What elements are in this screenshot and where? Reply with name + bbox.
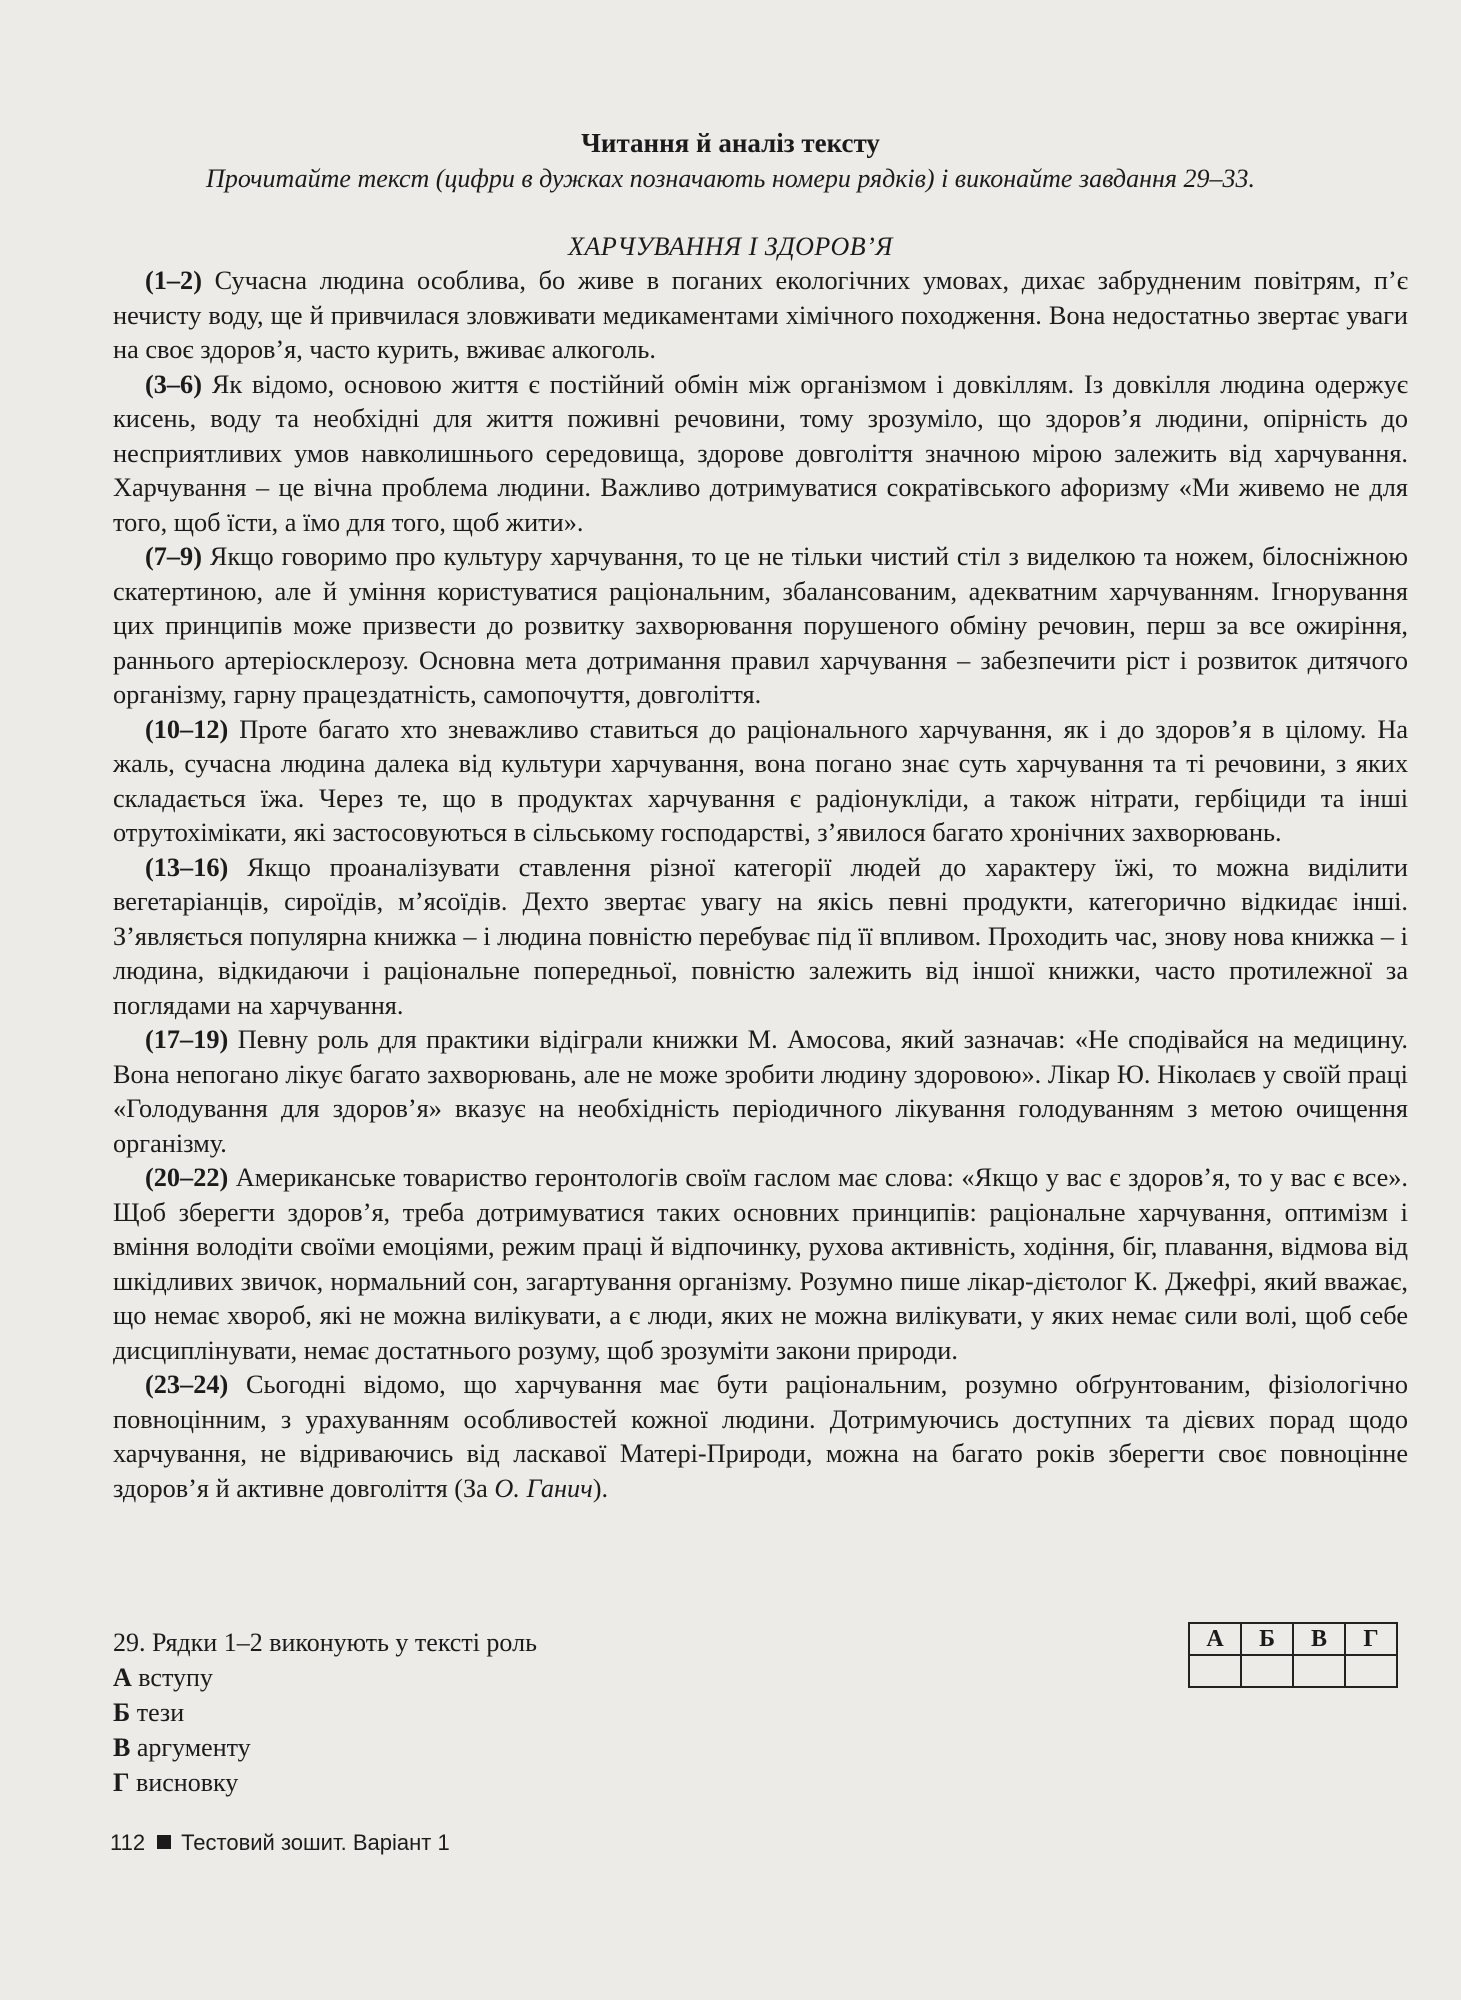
reading-instruction: Прочитайте текст (цифри в дужках позначають номери рядків) і виконайте завдання 29–33. [206, 164, 1255, 193]
source-author: О. Ганич [494, 1473, 593, 1503]
answer-option-a[interactable] [113, 1660, 537, 1695]
answer-cell-v[interactable] [1293, 1655, 1345, 1687]
answer-cell-g[interactable] [1345, 1655, 1397, 1687]
answer-grid-header-cell: Г [1345, 1623, 1397, 1655]
answer-grid-header-cell: Б [1241, 1623, 1293, 1655]
paragraph-text: Проте багато хто зневажливо ставиться до раціонального харчування, як і до здоров’я в цілому. На жаль, сучасна людина далека від культури харчування, вона погано знає суть харчування та ті речовини, з яких складається їжа. Через те, що в продуктах харчування є радіонукліди, а також нітрати, гербіциди та інші отрутохімікати, які застосовуються в сільському господарстві, з’явилося багато хронічних захворювань. [113, 714, 1408, 847]
option-label: висновку [136, 1768, 239, 1797]
answer-cell-b[interactable] [1241, 1655, 1293, 1687]
question-29 [113, 1625, 537, 1800]
text-title: ХАРЧУВАННЯ І ЗДОРОВ’Я [568, 232, 893, 261]
paragraph-text: Сьогодні відомо, що харчування має бути раціональним, розумно обґрунтованим, фізіологічно повноцінним, з урахуванням особливостей кожної людини. Дотримуючись доступних та дієвих порад щодо харчування, не відриваючись від ласкавої Матері-Природи, можна на багато років зберегти своє повноцінне здоров’я й активне довголіття (За [113, 1370, 1408, 1503]
line-numbers: (10–12) [145, 714, 229, 744]
option-letter: Б [113, 1698, 131, 1727]
page-footer [110, 1830, 450, 1856]
line-numbers: (23–24) [145, 1370, 229, 1399]
paragraph-text: Якщо говоримо про культуру харчування, то це не тільки чистий стіл з виделкою та ножем, білосніжною скатертиною, але й уміння користуватися раціональним, збалансованим, адекватним харчуванням. Ігнорування цих принципів може призвести до розвитку захворювання порушеного обміну речовин, перш за все ожиріння, раннього артеріосклерозу. Основна мета дотримання правил харчування – забезпечити ріст і розвиток дитячого організму, гарну працездатність, самопочуття, довголіття. [113, 542, 1408, 709]
paragraph [113, 264, 1408, 368]
answer-grid-marks [1189, 1655, 1397, 1687]
answer-grid-header [1189, 1623, 1397, 1655]
option-letter: В [113, 1733, 131, 1762]
paragraph [113, 1161, 1408, 1368]
footer-title: Тестовий зошит. Варіант 1 [181, 1830, 450, 1855]
option-letter: А [113, 1663, 132, 1692]
line-numbers: (20–22) [145, 1163, 229, 1192]
question-text: 29. Рядки 1–2 виконують у тексті роль [113, 1628, 537, 1657]
paragraph-text: Американське товариство геронтологів своїм гаслом має слова: «Якщо у вас є здоров’я, то у вас є все». Щоб зберегти здоров’я, треба дотримуватися таких основних принципів: раціональне харчування, оптимізм і вміння володіти своїми емоціями, режим праці й відпочинку, рухова активність, ходіння, біг, плавання, відмова від шкідливих звичок, нормальний сон, загартування організму. Розумно пише лікар-дієтолог К. Джефрі, який вважає, що немає хвороб, які не можна вилікувати, а є люди, яких не можна вилікувати, у яких немає сили волі, щоб себе дисциплінувати, немає достатнього розуму, щоб зрозуміти закони природи. [113, 1163, 1408, 1365]
page-number: 112 [110, 1830, 146, 1855]
option-label: тези [136, 1698, 185, 1727]
line-numbers: (13–16) [145, 852, 229, 882]
option-letter: Г [113, 1768, 130, 1797]
answer-grid [1188, 1622, 1398, 1688]
answer-grid-header-cell: В [1293, 1623, 1345, 1655]
square-separator-icon [157, 1835, 171, 1849]
paragraph [113, 540, 1408, 713]
paragraph-text: Як відомо, основою життя є постійний обмін між організмом і довкіллям. Із довкілля людина одержує кисень, воду та необхідні для життя поживні речовини, тому зрозуміло, що здоров’я людини, опірність до несприятливих умов навколишнього середовища, здорове довголіття значною мірою залежить від харчування. Харчування – це вічна проблема людини. Важливо дотримуватися сократівського афоризму «Ми живемо не для того, щоб їсти, а їмо для того, щоб жити». [113, 369, 1408, 537]
line-numbers: (1–2) [145, 266, 202, 295]
paragraph-text: Певну роль для практики відіграли книжки М. Амосова, який зазначав: «Не сподівайся на медицину. Вона непогано лікує багато захворювань, але не може зробити людину здоровою». Лікар Ю. Ніколаєв у своїй праці «Голодування для здоров’я» вказує на необхідність періодичного лікування голодуванням з метою очищення організму. [113, 1025, 1408, 1158]
source-tail: ). [592, 1473, 609, 1503]
paragraph [113, 368, 1408, 541]
answer-option-g[interactable] [113, 1765, 537, 1800]
line-numbers: (3–6) [145, 369, 202, 399]
answer-grid-header-cell: А [1189, 1623, 1241, 1655]
line-numbers: (17–19) [145, 1025, 229, 1054]
option-label: аргументу [136, 1733, 251, 1762]
paragraph-text: Якщо проаналізувати ставлення різної категорії людей до характеру їжі, то можна виділити вегетаріанців, сироїдів, м’ясоїдів. Дехто звертає увагу на якісь певні продукти, категорично відкидає інші. З’являється популярна книжка – і людина повністю перебуває під її впливом. Проходить час, знову нова книжка – і людина, відкидаючи і раціональне попередньої, повністю залежить від іншої книжки, часто протилежної за поглядами на харчування. [113, 852, 1408, 1020]
paragraph [113, 1368, 1408, 1506]
paragraph [113, 1023, 1408, 1161]
answer-cell-a[interactable] [1189, 1655, 1241, 1687]
line-numbers: (7–9) [145, 542, 202, 571]
option-label: вступу [138, 1663, 213, 1692]
paragraph [113, 851, 1408, 1024]
answer-option-v[interactable] [113, 1730, 537, 1765]
paragraph [113, 713, 1408, 851]
reading-text [113, 264, 1408, 1506]
section-heading: Читання й аналіз тексту [581, 128, 880, 158]
answer-option-b[interactable] [113, 1695, 537, 1730]
paragraph-text: Сучасна людина особлива, бо живе в поганих екологічних умовах, дихає забрудненим повітрям, п’є нечисту воду, ще й привчилася зловживати медикаментами хімічного походження. Вона недостатньо звертає уваги на своє здоров’я, часто курить, вживає алкоголь. [113, 266, 1408, 364]
